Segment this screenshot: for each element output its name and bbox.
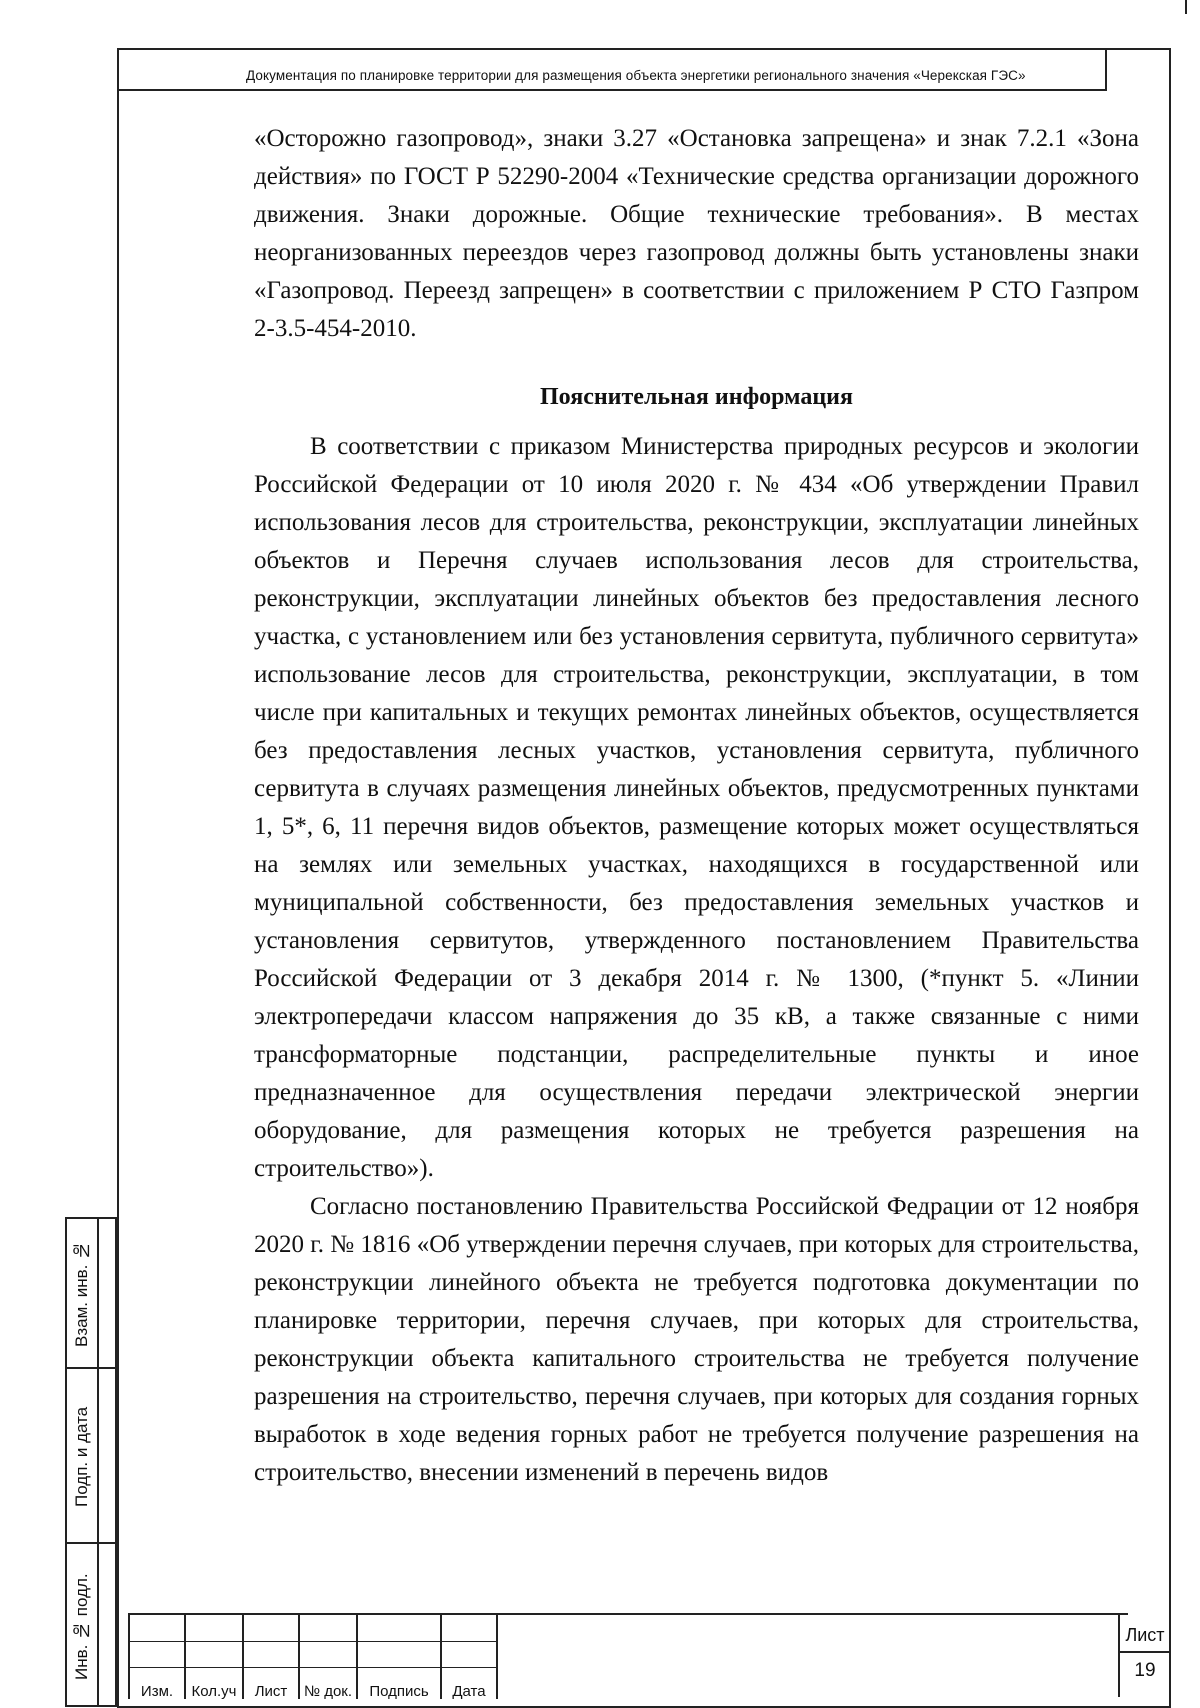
paragraph-3: Согласно постановлению Правительства Российской Федрации от 12 ноября 2020 г. № 1816 «Об утверждении перечня случаев, при которых для строительства, реконструкции линейного объекта не требуется подготовка документации по планировке территории, перечня случаев, при которых для строительства, реконструкции объекта капитального строительства не требуется получение разрешения на строительство, перечня случаев, при которых для создания горных выработок в ходе ведения горных работ не требуется получение разрешения на строительство, внесении изменений в перечень видов (254, 1193, 1139, 1486)
label-vzam-inv: Взам. инв. № (72, 1240, 91, 1348)
body-section-2 (254, 428, 1139, 1492)
paragraph-1: «Осторожно газопровод», знаки 3.27 «Остановка запрещена» и знак 7.2.1 «Зона действия» по ГОСТ Р 52290-2004 «Технические средства организации дорожного движения. Знаки дорожные. Общие технические требования». В местах неорганизованных переездов через газопровод должны быть установлены знаки «Газопровод. Переезд запрещен» в соответствии с приложением Р СТО Газпром 2-3.5-454-2010. (254, 125, 1139, 342)
col-data: Дата (452, 1683, 486, 1700)
header-rule (117, 89, 1107, 91)
page-edge-mark (1185, 0, 1187, 14)
label-podp-data: Подп. и дата (72, 1406, 91, 1507)
paragraph-2: В соответствии с приказом Министерства природных ресурсов и экологии Российской Федерации от 10 июля 2020 г. № 434 «Об утверждении Правил использования лесов для строительства, реконструкции, эксплуатации линейных объектов и Перечня случаев использования лесов для строительства, реконструкции, эксплуатации линейных объектов без предоставления лесного участка, с установлением или без установления сервитута, публичного сервитута» использование лесов для строительства, реконструкции, эксплуатации, в том числе при капитальных и текущих ремонтах линейных объектов, осуществляется без предоставления лесных участков, установления сервитута, публичного сервитута в случаях размещения линейных объектов, предусмотренных пунктами 1, 5*, 6, 11 перечня видов объектов, размещение которых может осуществляться на землях или земельных участках, находящихся в государственной или муниципальной собственности, без предоставления земельных участков и установления сервитутов, утвержденного постановлением Правительства Российской Федерации от 3 декабря 2014 г. № 1300, (*пункт 5. «Линии электропередачи классом напряжения до 35 кВ, а также связанные с ними трансформаторные подстанции, распределительные пункты и иное предназначенное для осуществления передачи электрической энергии оборудование, для размещения которых не требуется разрешения на строительство»). (254, 433, 1139, 1182)
col-list: Лист (254, 1683, 288, 1700)
label-inv-podl: Инв. № подл. (72, 1573, 91, 1680)
document-header-title: Документация по планировке территории для размещения объекта энергетики регионального значения «Черекская ГЭС» (246, 68, 1026, 83)
col-podpis: Подпись (369, 1683, 429, 1700)
col-izm: Изм. (140, 1683, 174, 1700)
body-section-1 (254, 120, 1139, 348)
section-heading: Пояснительная информация (540, 384, 853, 410)
sheet-number: 19 (1134, 1660, 1156, 1681)
col-kol-uch: Кол.уч (191, 1683, 237, 1700)
title-block-grid (128, 1613, 498, 1700)
sheet-number-divider (1118, 1651, 1171, 1653)
title-block-col-line (496, 1615, 498, 1699)
margin-stamp (65, 1217, 117, 1707)
col-no-dok: № док. (303, 1683, 353, 1700)
sheet-label: Лист (1125, 1625, 1165, 1645)
